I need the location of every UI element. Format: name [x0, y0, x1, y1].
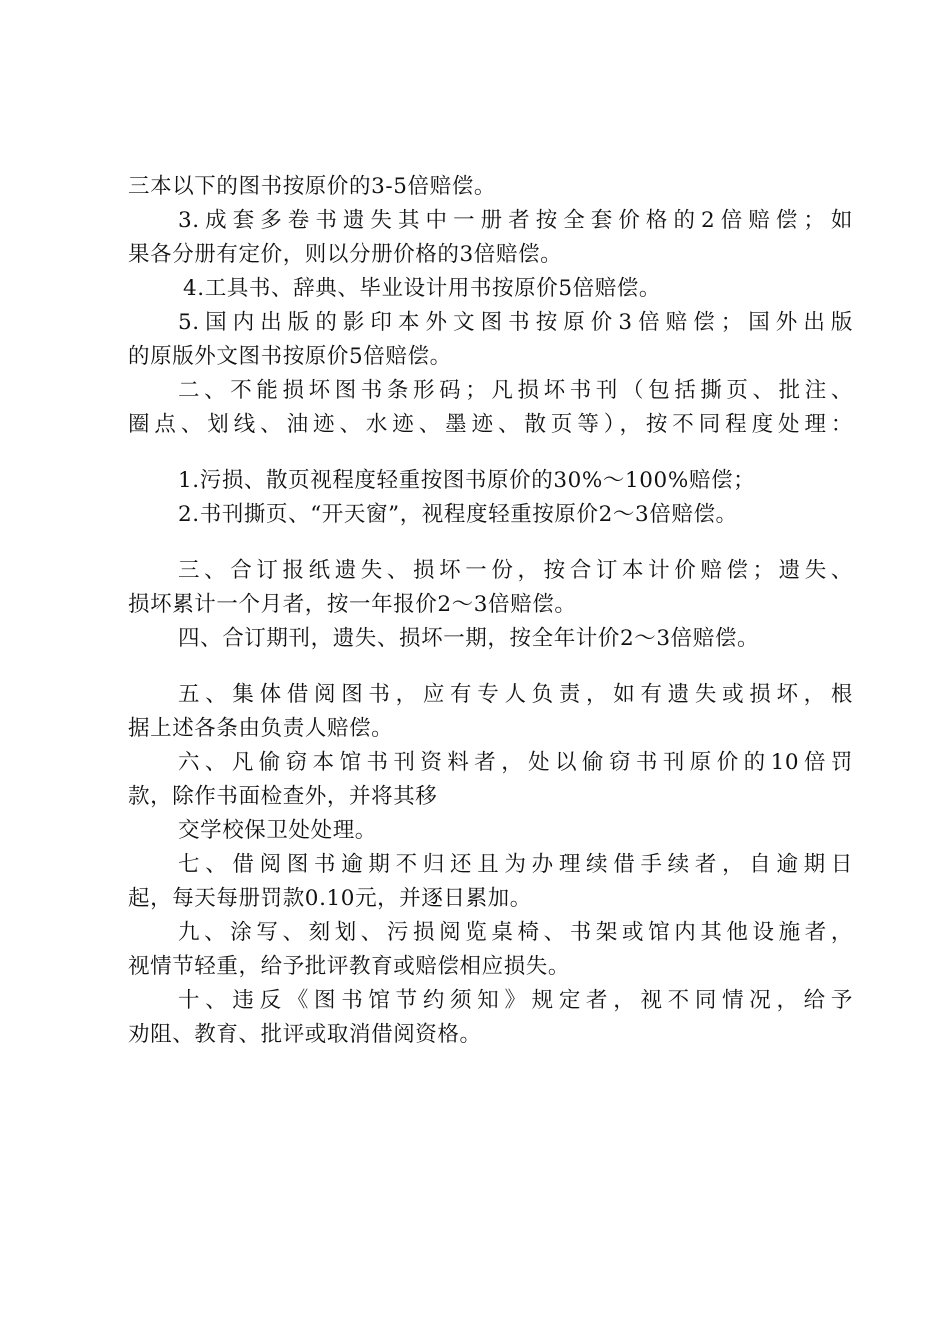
- text-line: 的原版外文图书按原价5倍赔偿。: [128, 344, 452, 369]
- text-line: 三本以下的图书按原价的3-5倍赔偿。: [128, 174, 496, 199]
- spacer: [128, 656, 853, 678]
- text-line: 六、凡偷窃本馆书刊资料者，处以偷窃书刊原价的10倍罚: [178, 750, 853, 775]
- text-line: 四、合订期刊，遗失、损坏一期，按全年计价2～3倍赔偿。: [178, 626, 760, 651]
- text-line: 三、合订报纸遗失、损坏一份，按合订本计价赔偿；遗失、: [178, 558, 853, 583]
- text-line: 圈点、划线、油迹、水迹、墨迹、散页等），按不同程度处理：: [128, 412, 853, 437]
- text-line: 九、涂写、刻划、污损阅览桌椅、书架或馆内其他设施者，: [178, 920, 853, 945]
- text-line: 果各分册有定价，则以分册价格的3倍赔偿。: [128, 242, 563, 267]
- spacer: [128, 442, 853, 464]
- text-line: 十、违反《图书馆节约须知》规定者，视不同情况，给予: [178, 988, 853, 1013]
- text-line: 交学校保卫处处理。: [178, 818, 377, 843]
- text-line: 视情节轻重，给予批评教育或赔偿相应损失。: [128, 954, 571, 979]
- text-line: 起，每天每册罚款0.10元，并逐日累加。: [128, 886, 532, 911]
- text-line: 5.国内出版的影印本外文图书按原价3倍赔偿；国外出版: [178, 310, 853, 335]
- text-line: 款，除作书面检查外，并将其移: [128, 784, 438, 809]
- text-line: 4.工具书、辞典、毕业设计用书按原价5倍赔偿。: [183, 276, 661, 301]
- text-line: 损坏累计一个月者，按一年报价2～3倍赔偿。: [128, 592, 577, 617]
- text-line: 七、借阅图书逾期不归还且为办理续借手续者，自逾期日: [178, 852, 853, 877]
- text-line: 五、集体借阅图书，应有专人负责，如有遗失或损坏，根: [178, 682, 853, 707]
- text-line: 据上述各条由负责人赔偿。: [128, 716, 394, 741]
- text-line: 劝阻、教育、批评或取消借阅资格。: [128, 1022, 482, 1047]
- spacer: [128, 532, 853, 554]
- document-body: [128, 170, 853, 1052]
- text-line: 3.成套多卷书遗失其中一册者按全套价格的2倍赔偿；如: [178, 208, 853, 233]
- text-line: 2.书刊撕页、“开天窗”，视程度轻重按原价2～3倍赔偿。: [178, 502, 738, 527]
- text-line: 二、不能损坏图书条形码；凡损坏书刊（包括撕页、批注、: [178, 378, 853, 403]
- text-line: 1.污损、散页视程度轻重按图书原价的30%～100%赔偿；: [178, 468, 756, 493]
